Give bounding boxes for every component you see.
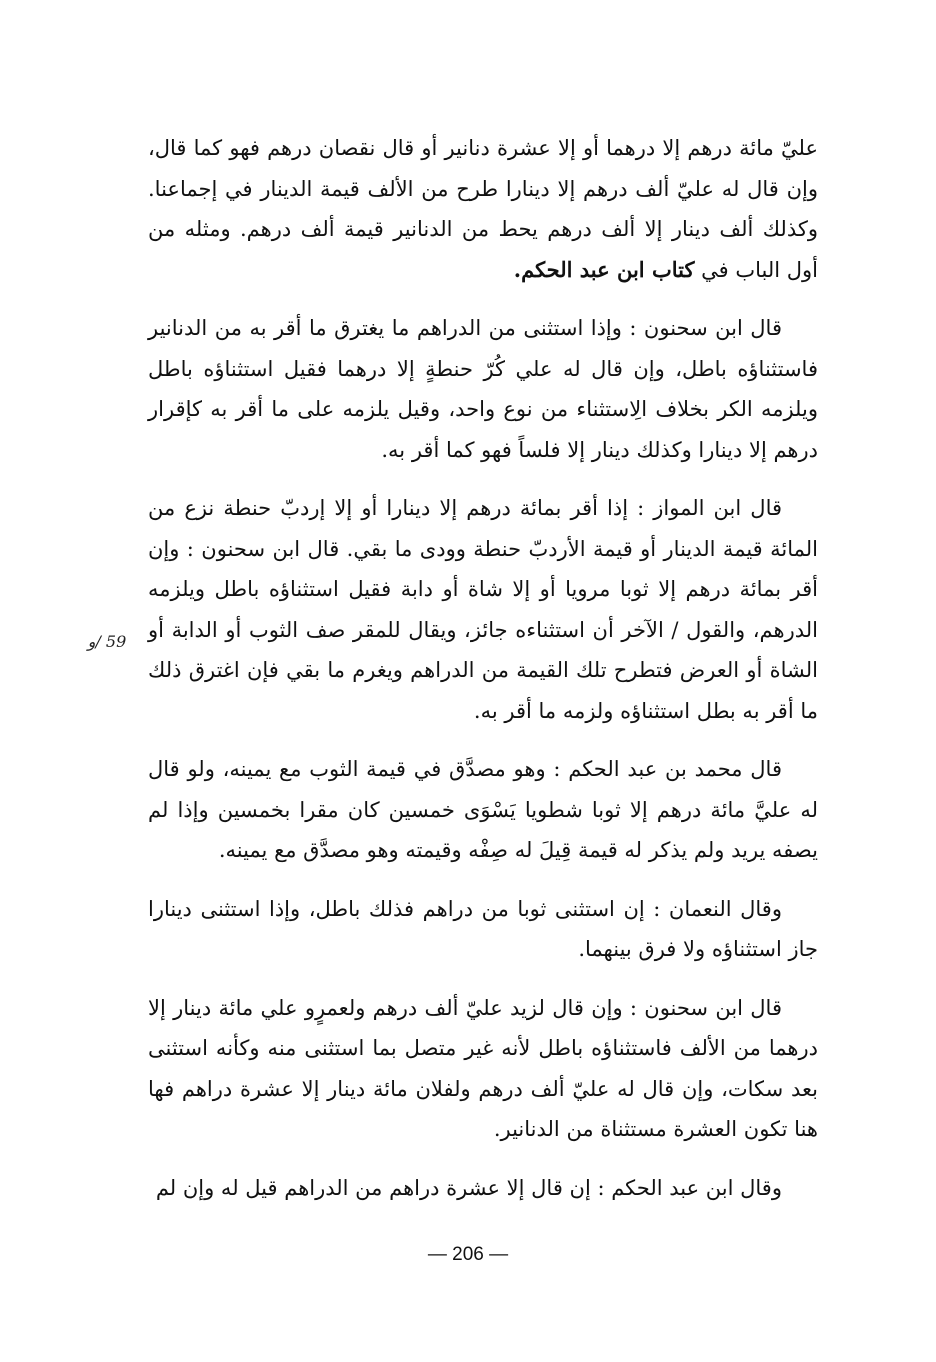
page-number: — 206 —: [427, 1244, 509, 1265]
paragraph-3: قال ابن المواز : إذا أقر بمائة درهم إلا دينارا أو إلا إردبّ حنطة نزع من المائة قيمة الدينار أو قيمة الأردبّ حنطة وودى ما بقي. قال ابن سحنون : وإن أقر بمائة درهم إلا ثوبا مرويا أو إلا شاة أو دابة فقيل استثناؤه باطل ويلزمه الدرهم، والقول / الآخر أن استثناءه جائز، ويقال للمقر صف الثوب أو الدابة أو الشاة أو العرض فتطرح تلك القيمة من الدراهم ويغرم ما بقي فإن اغترق ذلك ما أقر به بطل استثناؤه ولزمه ما أقر به.: [148, 496, 818, 723]
book-title-reference: كتاب ابن عبد الحكم.: [513, 256, 695, 282]
body-text: [148, 128, 818, 1226]
paragraph-1-text: عليّ مائة درهم إلا درهما أو إلا عشرة دنانير أو قال نقصان درهم فهو كما قال، وإن قال له عليّ ألف درهم إلا دينارا طرح من الألف قيمة الدينار في إجماعنا. وكذلك ألف دينار إلا ألف درهم يحط من الدنانير قيمة ألف درهم. ومثله من أول الباب في: [148, 136, 818, 282]
paragraph-6: قال ابن سحنون : وإن قال لزيد عليّ ألف درهم ولعمرٍو علي مائة دينار إلا درهما من الألف فاستثناؤه باطل لأنه غير متصل بما استثنى منه وكأنه استثنى بعد سكات، وإن قال له عليّ ألف درهم ولفلان مائة دينار إلا عشرة دراهم فها هنا تكون العشرة مستثناة من الدنانير.: [148, 995, 818, 1141]
paragraph-5: وقال النعمان : إن استثنى ثوبا من دراهم فذلك باطل، وإذا استثنى دينارا جاز استثناؤه ولا فرق بينهما.: [148, 896, 818, 961]
paragraph-2: قال ابن سحنون : وإذا استثنى من الدراهم ما يغترق ما أقر به من الدنانير فاستثناؤه باطل، وإن قال له علي كُرّ حنطةٍ إلا درهما فقيل استثناؤه باطل ويلزمه الكر بخلاف الِاستثناء من نوع واحد، وقيل يلزمه على ما أقر به كإقرار درهم إلا دينارا وكذلك دينار إلا فلساً فهو كما أقر به.: [148, 316, 818, 462]
paragraph-1: [148, 128, 818, 290]
paragraph-7: وقال ابن عبد الحكم : إن قال إلا عشرة دراهم من الدراهم قيل له وإن لم: [155, 1175, 782, 1200]
folio-margin-note: 59 /و: [87, 632, 127, 651]
paragraph-4: قال محمد بن عبد الحكم : وهو مصدَّق في قيمة الثوب مع يمينه، ولو قال له عليَّ مائة درهم إلا ثوبا شطويا يَسْوَى خمسين كان مقرا بخمسين وإذا لم يصفه يريد ولم يذكر له قيمة قِيلَ له صِفْه وقيمته وهو مصدَّق مع يمينه.: [148, 757, 818, 862]
